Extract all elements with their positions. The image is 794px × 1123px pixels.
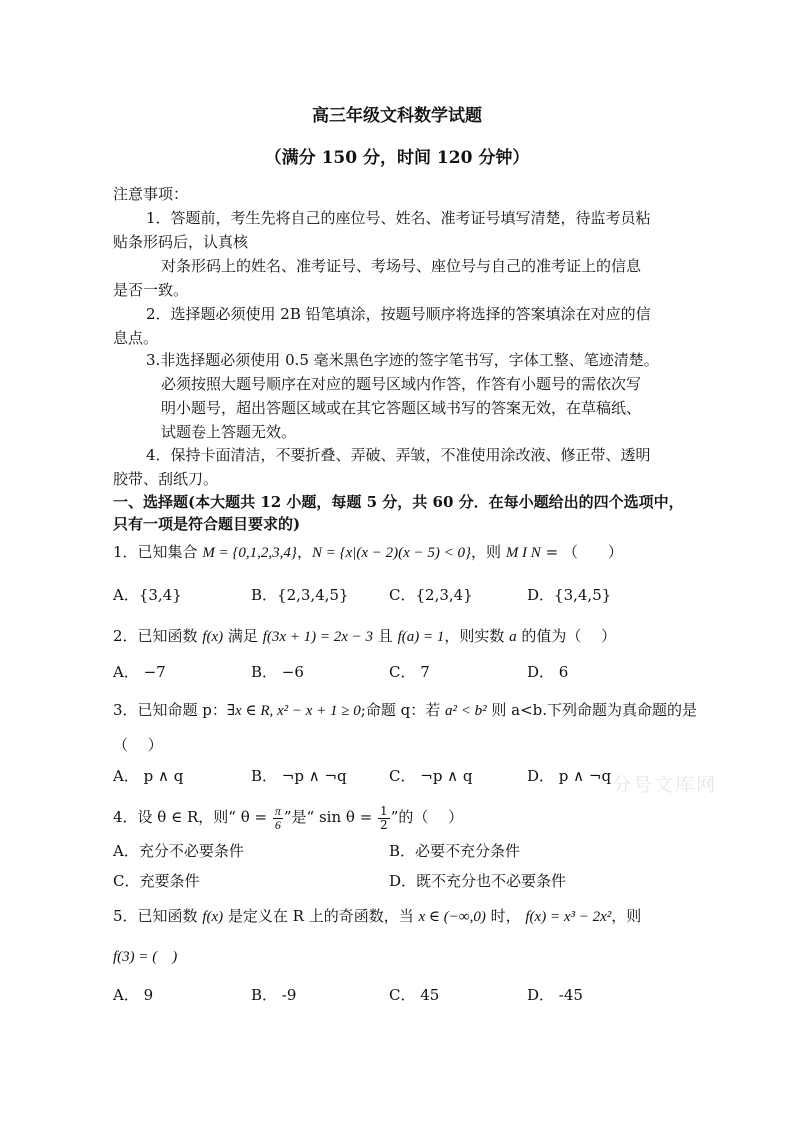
question-5-stem xyxy=(113,906,641,927)
q1-text: 1．已知集合 xyxy=(113,543,203,561)
q4-fraction-1-2 xyxy=(378,805,390,832)
section-heading: 只有一项是符合题目要求的) xyxy=(113,515,301,533)
q1-expression: M I N xyxy=(505,545,541,561)
section-heading: 一、选择题(本大题共 12 小题，每题 5 分，共 60 分．在每小题给出的四个选项中， xyxy=(113,493,684,511)
q1-text: = （ ） xyxy=(540,543,623,561)
notice-line: 1．答题前，考生先将自己的座位号、姓名、准考证号填写清楚，待监考员粘 xyxy=(146,209,651,227)
page-title: 高三年级文科数学试题 xyxy=(312,106,482,126)
q2-option-b: B． −6 xyxy=(251,663,304,681)
q3-option-b: B． ¬p ∧ ¬q xyxy=(251,767,347,785)
q5-option-a: A． 9 xyxy=(113,986,154,1004)
q5-ask: f(3) = ( ) xyxy=(113,949,178,965)
q2-text: 且 xyxy=(373,627,398,645)
q2-value: f(a) = 1 xyxy=(397,629,445,645)
notice-line: 明小题号，超出答题区域或在其它答题区域书写的答案无效，在草稿纸、 xyxy=(161,399,642,417)
question-1-stem xyxy=(113,542,623,563)
q3-option-c: C． ¬p ∧ q xyxy=(389,767,473,785)
q4-option-d: D．既不充分也不必要条件 xyxy=(389,872,567,890)
q2-option-c: C． 7 xyxy=(389,663,430,681)
q5-text: 是定义在 R 上的奇函数，当 xyxy=(223,907,419,925)
q3-text: ;命题 q：若 xyxy=(360,701,445,719)
q2-text: 的值为（ ） xyxy=(516,627,617,645)
q4-option-c: C．充要条件 xyxy=(113,872,200,890)
q5-text: 5．已知函数 xyxy=(113,907,203,925)
q5-text: ，则 xyxy=(611,907,642,925)
q1-option-b: B．{2,3,4,5} xyxy=(251,586,349,604)
notice-line: 4．保持卡面清洁，不要折叠、弄破、弄皱，不准使用涂改液、修正带、透明 xyxy=(146,446,651,464)
q5-option-b: B． -9 xyxy=(251,986,297,1004)
page-subtitle: （满分 150 分，时间 120 分钟） xyxy=(264,148,530,168)
q4-option-b: B．必要不充分条件 xyxy=(389,842,521,860)
q3-proposition-q: a² < b² xyxy=(444,703,487,719)
q3-option-a: A． p ∧ q xyxy=(113,767,184,785)
q1-option-a: A．{3,4} xyxy=(113,586,182,604)
notice-line: 息点。 xyxy=(113,329,159,347)
q2-function: f(x) xyxy=(202,629,224,645)
q2-variable: a xyxy=(509,629,517,645)
q2-option-d: D． 6 xyxy=(527,663,569,681)
notice-line: 3.非选择题必须使用 0.5 毫米黑色字迹的签字笔书写，字体工整、笔迹清楚。 xyxy=(146,351,659,369)
question-4-stem xyxy=(113,802,463,832)
q3-text: 3．已知命题 p： xyxy=(113,701,227,719)
q5-text: 时， xyxy=(485,907,526,925)
q2-text: 满足 xyxy=(223,627,263,645)
notice-line: 贴条形码后，认真核 xyxy=(113,233,249,251)
q2-option-a: A． −7 xyxy=(113,663,166,681)
watermark: 分号文库网 xyxy=(612,774,718,796)
notice-line: 胶带、刮纸刀。 xyxy=(113,470,219,488)
notice-line: 必须按照大题号顺序在对应的题号区域内作答，作答有小题号的需依次写 xyxy=(161,375,642,393)
q4-denominator: 2 xyxy=(380,817,388,832)
question-3-stem xyxy=(113,700,697,721)
q5-definition: f(x) = x³ − 2x² xyxy=(525,909,612,925)
q5-option-c: C． 45 xyxy=(389,986,440,1004)
q2-text: 2．已知函数 xyxy=(113,627,203,645)
q5-domain: x ∈ (−∞,0) xyxy=(418,909,486,925)
notice-line: 试题卷上答题无效。 xyxy=(161,423,297,441)
q4-denominator: 6 xyxy=(274,817,281,832)
notice-line: 是否一致。 xyxy=(113,281,189,299)
notice-line: 2．选择题必须使用 2B 铅笔填涂，按题号顺序将选择的答案填涂在对应的信 xyxy=(146,305,651,323)
q1-text: ， xyxy=(296,543,312,561)
q4-fraction-pi-6 xyxy=(273,805,283,832)
q4-numerator: π xyxy=(274,803,281,818)
q4-text: ”是“ sin θ = xyxy=(283,808,378,826)
q5-function: f(x) xyxy=(202,909,224,925)
notice-heading: 注意事项： xyxy=(113,185,189,203)
q5-option-d: D． -45 xyxy=(527,986,583,1004)
q1-text: ，则 xyxy=(471,543,506,561)
q1-set-n: N = {x|(x − 2)(x − 5) < 0} xyxy=(311,545,472,561)
q3-answer-paren: （ ） xyxy=(113,736,163,754)
q2-text: ，则实数 xyxy=(444,627,510,645)
q3-proposition-p: ∃x ∈ R, x² − x + 1 ≥ 0 xyxy=(226,703,361,719)
q3-option-d: D． p ∧ ¬q xyxy=(527,767,612,785)
q4-text: 4．设 θ ∈ R，则“ θ = xyxy=(113,808,272,826)
q1-set-m: M = {0,1,2,3,4} xyxy=(202,545,297,561)
q1-option-c: C．{2,3,4} xyxy=(389,586,473,604)
q4-option-a: A．充分不必要条件 xyxy=(113,842,244,860)
q1-option-d: D．{3,4,5} xyxy=(527,586,612,604)
notice-line: 对条形码上的姓名、准考证号、考场号、座位号与自己的准考证上的信息 xyxy=(161,257,642,275)
q2-condition: f(3x + 1) = 2x − 3 xyxy=(262,629,374,645)
question-2-stem xyxy=(113,626,616,647)
q4-text: ”的（ ） xyxy=(390,808,464,826)
q3-text: 则 a<b.下列命题为真命题的是 xyxy=(486,701,698,719)
q4-numerator: 1 xyxy=(380,803,388,818)
